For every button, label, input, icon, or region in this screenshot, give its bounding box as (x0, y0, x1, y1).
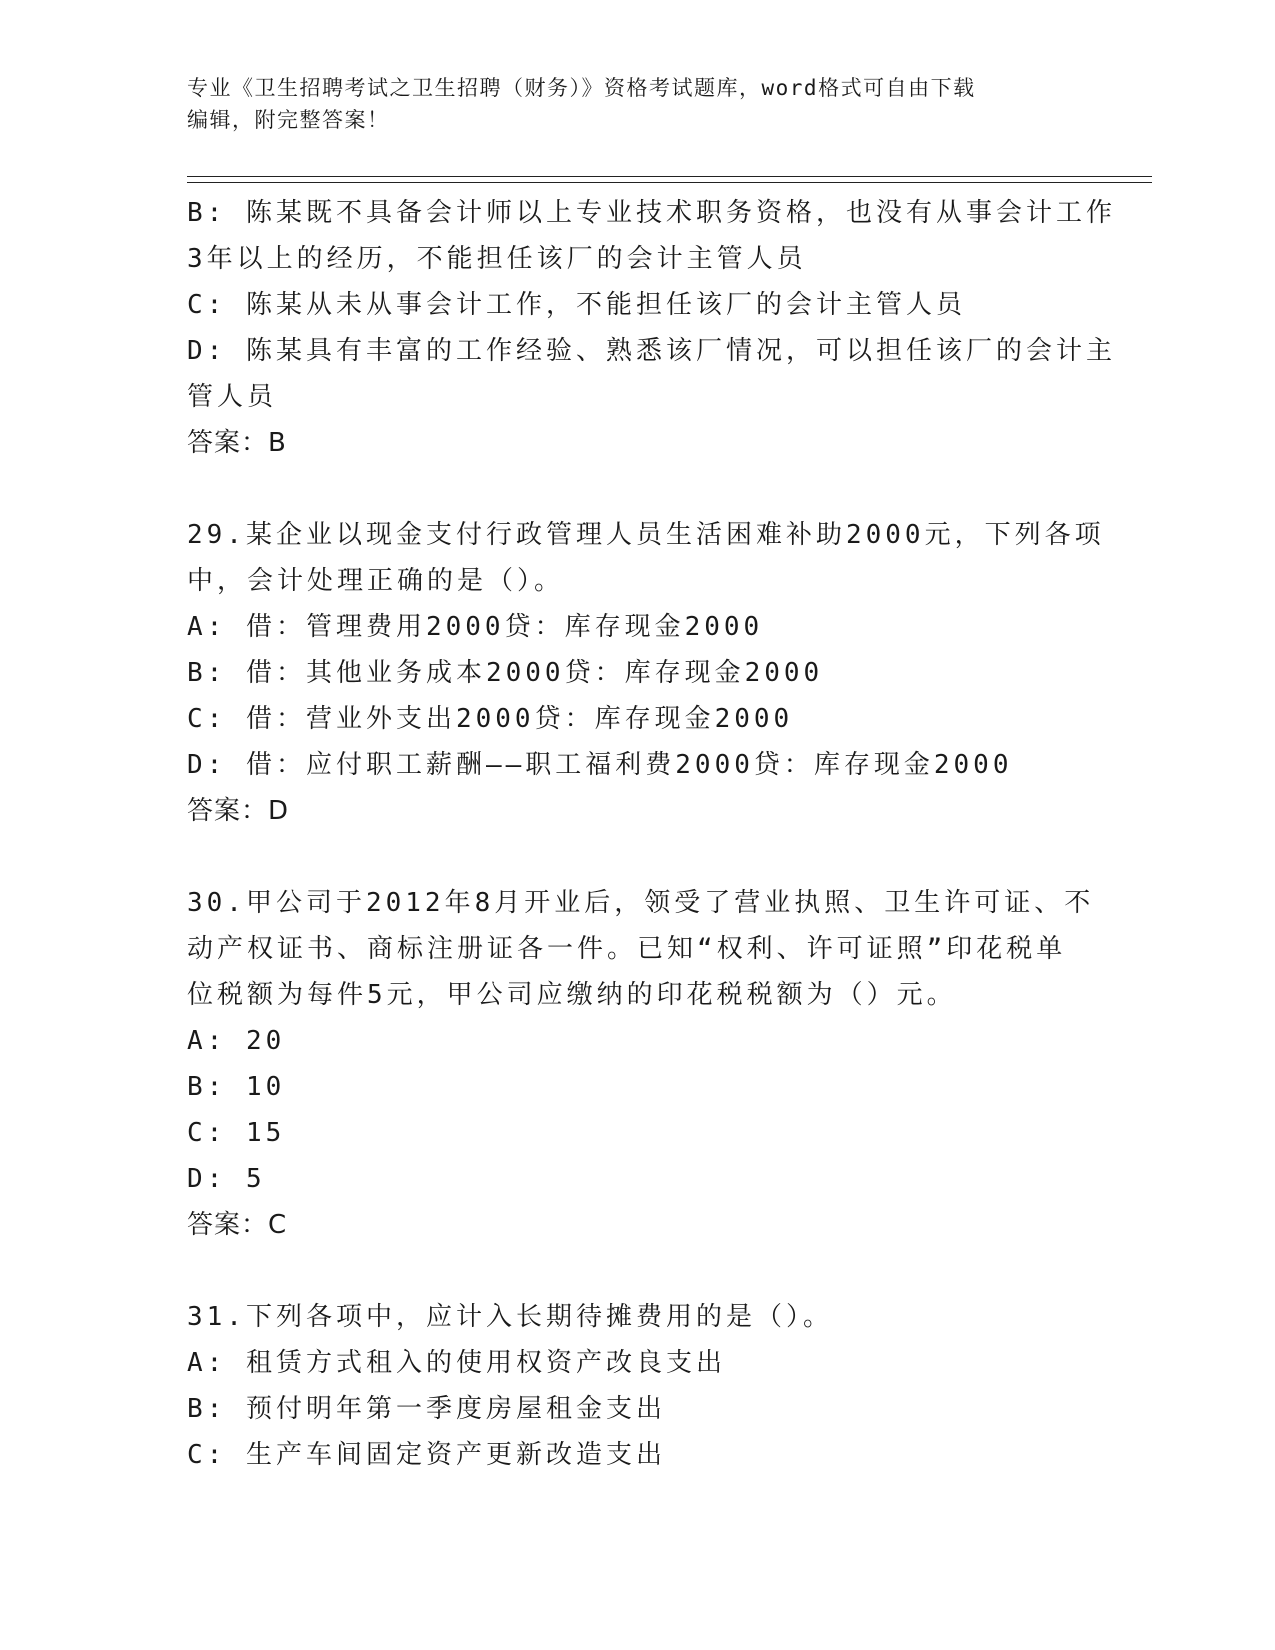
option-b: B: 10 (187, 1072, 286, 1102)
page-header (187, 72, 1077, 136)
question-28 (187, 190, 1116, 466)
option-b-line-1: B: 陈某既不具备会计师以上专业技术职务资格，也没有从事会计工作 (187, 198, 1116, 228)
option-a: A: 20 (187, 1026, 286, 1056)
question-stem-line-3: 位税额为每件5元，甲公司应缴纳的印花税税额为（）元。 (187, 980, 957, 1010)
option-b: B: 借：其他业务成本2000贷：库存现金2000 (187, 658, 824, 688)
option-d: D: 借：应付职工薪酬——职工福利费2000贷：库存现金2000 (187, 750, 1013, 780)
answer: 答案：C (187, 1210, 288, 1240)
header-divider-top (187, 176, 1152, 177)
option-c: C: 生产车间固定资产更新改造支出 (187, 1440, 666, 1470)
option-a: A: 借：管理费用2000贷：库存现金2000 (187, 612, 764, 642)
question-stem-line-1: 31.下列各项中，应计入长期待摊费用的是（）。 (187, 1302, 833, 1332)
question-stem-line-2: 动产权证书、商标注册证各一件。已知“权利、许可证照”印花税单 (187, 934, 1067, 964)
option-b: B: 预付明年第一季度房屋租金支出 (187, 1394, 666, 1424)
spacer (187, 466, 1087, 512)
option-a: A: 租赁方式租入的使用权资产改良支出 (187, 1348, 726, 1378)
option-c: C: 借：营业外支出2000贷：库存现金2000 (187, 704, 794, 734)
option-b-line-2: 3年以上的经历，不能担任该厂的会计主管人员 (187, 244, 807, 274)
question-stem-line-2: 中，会计处理正确的是（）。 (187, 566, 565, 596)
answer: 答案：D (187, 796, 290, 826)
option-d-line-1: D: 陈某具有丰富的工作经验、熟悉该厂情况，可以担任该厂的会计主 (187, 336, 1116, 366)
question-31 (187, 1294, 1087, 1478)
header-line-2: 编辑，附完整答案！ (187, 108, 390, 132)
answer: 答案：B (187, 428, 287, 458)
spacer (187, 834, 1087, 880)
question-list (187, 190, 1116, 1478)
question-30 (187, 880, 1095, 1248)
header-line-1: 专业《卫生招聘考试之卫生招聘（财务）》资格考试题库，word格式可自由下载 (187, 76, 976, 100)
question-stem-line-1: 30.甲公司于2012年8月开业后，领受了营业执照、卫生许可证、不 (187, 888, 1095, 918)
option-d: D: 5 (187, 1164, 266, 1194)
spacer (187, 1248, 1087, 1294)
option-c: C: 陈某从未从事会计工作，不能担任该厂的会计主管人员 (187, 290, 966, 320)
question-stem-line-1: 29.某企业以现金支付行政管理人员生活困难补助2000元，下列各项 (187, 520, 1105, 550)
option-c: C: 15 (187, 1118, 286, 1148)
option-d-line-2: 管人员 (187, 382, 278, 412)
question-29 (187, 512, 1105, 834)
header-divider-bottom (187, 182, 1152, 183)
